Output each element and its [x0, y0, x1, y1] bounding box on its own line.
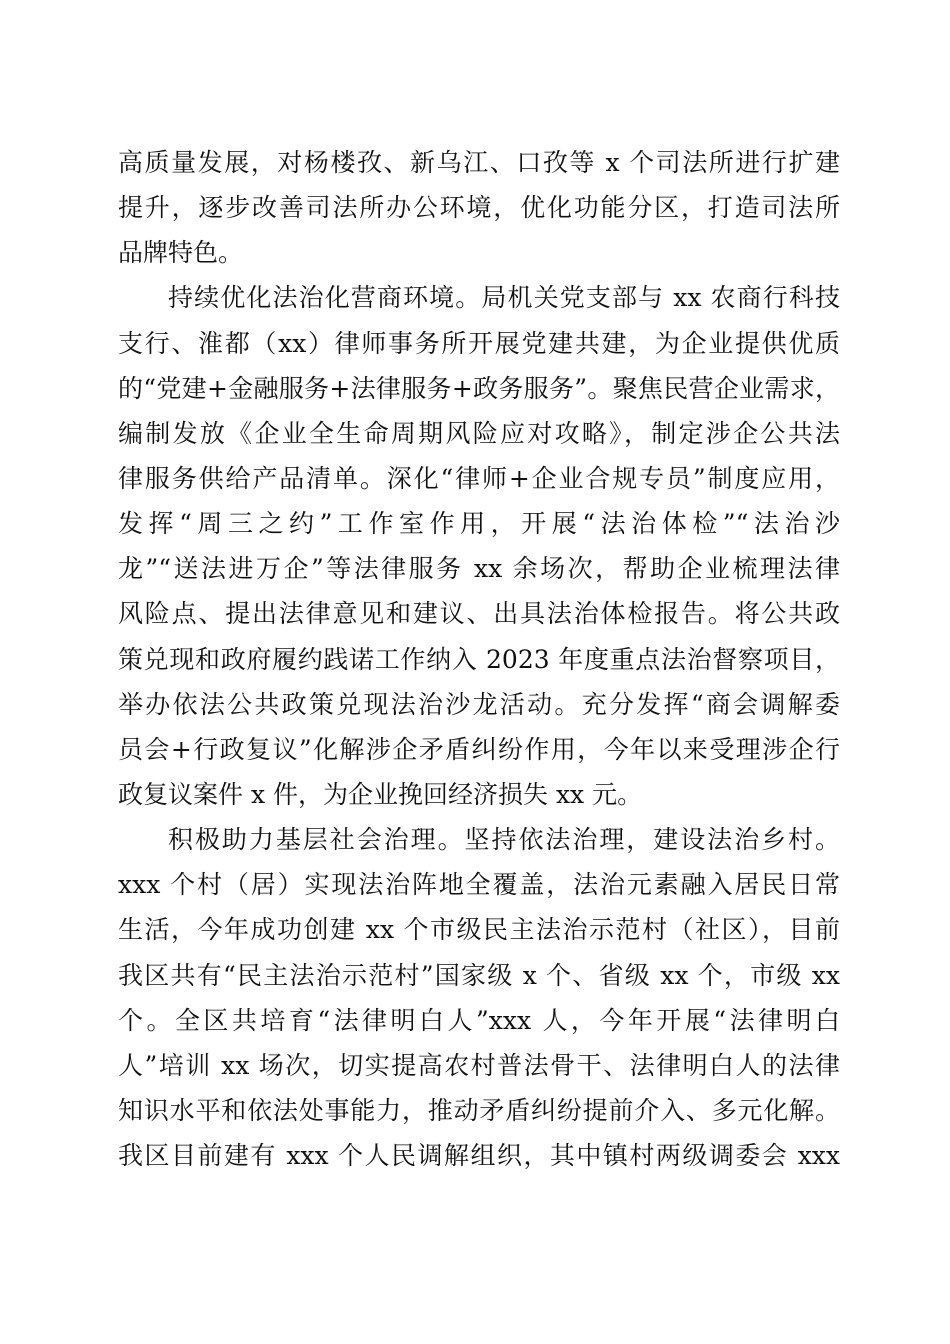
text-line-6: 的“党建+金融服务+法律服务+政务服务”。聚焦民营企业需求， [118, 373, 840, 403]
text-line-23: 我区目前建有 xxx 个人民调解组织，其中镇村两级调委会 xxx [118, 1141, 840, 1171]
text-line-10: 龙”“送法进万企”等法律服务 xx 余场次，帮助企业梳理法律 [118, 554, 840, 584]
text-line-19: 我区共有“民主法治示范村”国家级 x 个、省级 xx 个，市级 xx [118, 960, 840, 990]
text-line-14: 员会+行政复议”化解涉企矛盾纠纷作用，今年以来受理涉企行 [118, 734, 840, 764]
text-line-3: 品牌特色。 [118, 238, 244, 268]
text-line-21: 人”培训 xx 场次，切实提高农村普法骨干、法律明白人的法律 [118, 1050, 840, 1080]
text-line-1: 高质量发展，对杨楼孜、新乌江、口孜等 x 个司法所进行扩建 [118, 148, 840, 177]
text-line-13: 举办依法公共政策兑现法治沙龙活动。充分发挥“商会调解委 [118, 689, 840, 719]
text-line-20: 个。全区共培育“法律明白人”xxx 人，今年开展“法律明白 [118, 1005, 840, 1035]
text-line-5: 支行、淮都（xx）律师事务所开展党建共建，为企业提供优质 [118, 328, 840, 358]
text-line-2: 提升，逐步改善司法所办公环境，优化功能分区，打造司法所 [118, 193, 840, 223]
text-line-15: 政复议案件 x 件，为企业挽回经济损失 xx 元。 [118, 779, 643, 809]
text-line-9: 发挥“周三之约”工作室作用，开展“法治体检”“法治沙 [118, 509, 840, 539]
text-line-4: 持续优化法治化营商环境。局机关党支部与 xx 农商行科技 [168, 283, 840, 313]
text-line-22: 知识水平和依法处事能力，推动矛盾纠纷提前介入、多元化解。 [118, 1095, 840, 1125]
text-line-8: 律服务供给产品清单。深化“律师+企业合规专员”制度应用， [118, 463, 840, 493]
text-line-16: 积极助力基层社会治理。坚持依法治理，建设法治乡村。 [168, 825, 840, 855]
text-line-17: xxx 个村（居）实现法治阵地全覆盖，法治元素融入居民日常 [118, 870, 840, 900]
text-line-18: 生活，今年成功创建 xx 个市级民主法治示范村（社区），目前 [118, 915, 840, 945]
text-line-12: 策兑现和政府履约践诺工作纳入 2023 年度重点法治督察项目， [118, 644, 840, 674]
text-line-7: 编制发放《企业全生命周期风险应对攻略》，制定涉企公共法 [118, 418, 840, 448]
text-line-11: 风险点、提出法律意见和建议、出具法治体检报告。将公共政 [118, 599, 840, 629]
body-text [118, 140, 840, 1178]
